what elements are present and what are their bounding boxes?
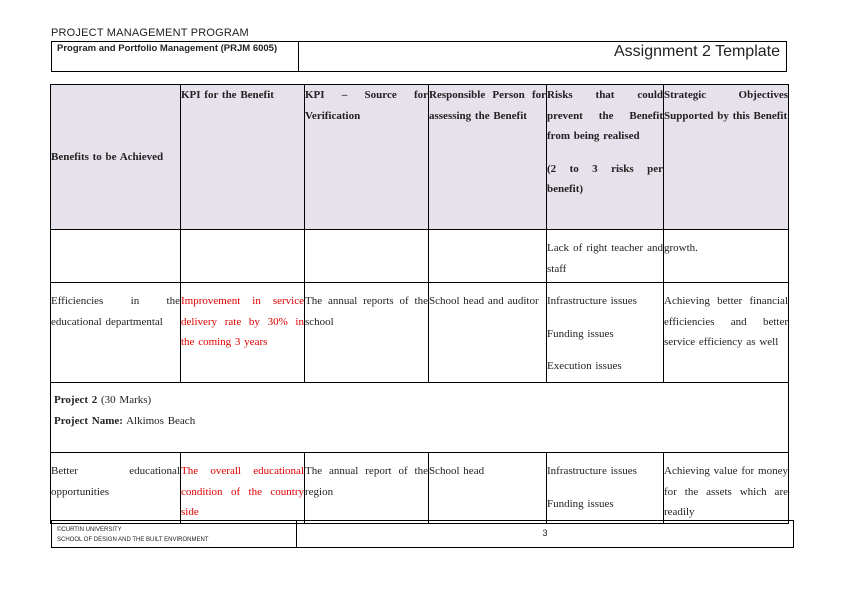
table-header-row — [51, 85, 789, 230]
table-cell — [429, 230, 547, 283]
risk-cell: Lack of right teacher and staff — [547, 230, 664, 283]
col-header-objectives: Strategic Objectives Supported by this Benefit — [664, 85, 789, 230]
risks-header-label: Risks that could prevent the Benefit from being realised — [547, 89, 663, 142]
project-cell — [51, 383, 789, 453]
page-number: 3 — [542, 528, 548, 538]
footer-left — [52, 521, 297, 547]
risk-cell — [547, 453, 664, 524]
table-row — [51, 230, 789, 283]
header-box — [51, 41, 787, 72]
risk-item: Infrastructure issues — [547, 465, 637, 477]
kpi-cell: The overall educational condition of the country side — [181, 453, 305, 524]
course-name: Program and Portfolio Management (PRJM 6005) — [52, 42, 299, 71]
source-cell: The annual reports of the school — [305, 283, 429, 383]
source-cell: The annual report of the region — [305, 453, 429, 524]
col-header-risks — [547, 85, 664, 230]
kpi-cell: Improvement in service delivery rate by 30% in the coming 3 years — [181, 283, 305, 383]
objective-cell: Achieving value for money for the assets which are readily — [664, 453, 789, 524]
risks-header-note: (2 to 3 risks per benefit) — [547, 162, 663, 195]
university-name: ©CURTIN UNIVERSITY — [57, 527, 122, 533]
table-row — [51, 283, 789, 383]
benefit-cell: Better educational opportunities — [51, 453, 181, 524]
project-row — [51, 383, 789, 453]
project-marks: (30 Marks) — [101, 394, 152, 406]
objective-cell: Achieving better financial efficiencies and better service efficiency as well — [664, 283, 789, 383]
table-row — [51, 453, 789, 524]
program-title: PROJECT MANAGEMENT PROGRAM — [51, 27, 249, 39]
col-header-benefits: Benefits to be Achieved — [51, 85, 181, 230]
page-footer — [51, 520, 794, 548]
col-header-responsible: Responsible Person for assessing the Benefit — [429, 85, 547, 230]
benefit-cell: Efficiencies in the educational departmental — [51, 283, 181, 383]
col-header-kpi: KPI for the Benefit — [181, 85, 305, 230]
risk-cell — [547, 283, 664, 383]
risk-item: Funding issues — [547, 497, 614, 510]
assignment-title: Assignment 2 Template — [613, 43, 780, 60]
school-name: SCHOOL OF DESIGN AND THE BUILT ENVIRONMENT — [57, 537, 209, 543]
objective-cell: growth. — [664, 230, 789, 283]
table-cell — [181, 230, 305, 283]
table-cell — [51, 230, 181, 283]
table-cell — [305, 230, 429, 283]
risk-item: Infrastructure issues — [547, 295, 637, 307]
risk-item: Funding issues — [547, 327, 614, 340]
benefits-table — [50, 84, 789, 524]
project-name: Alkimos Beach — [126, 414, 196, 427]
person-cell: School head and auditor — [429, 283, 547, 383]
risk-item: Execution issues — [547, 360, 622, 372]
person-cell: School head — [429, 453, 547, 524]
project-label: Project 2 — [54, 394, 98, 406]
project-name-label: Project Name: — [54, 414, 123, 427]
col-header-kpi-source: KPI – Source for Verification — [305, 85, 429, 230]
